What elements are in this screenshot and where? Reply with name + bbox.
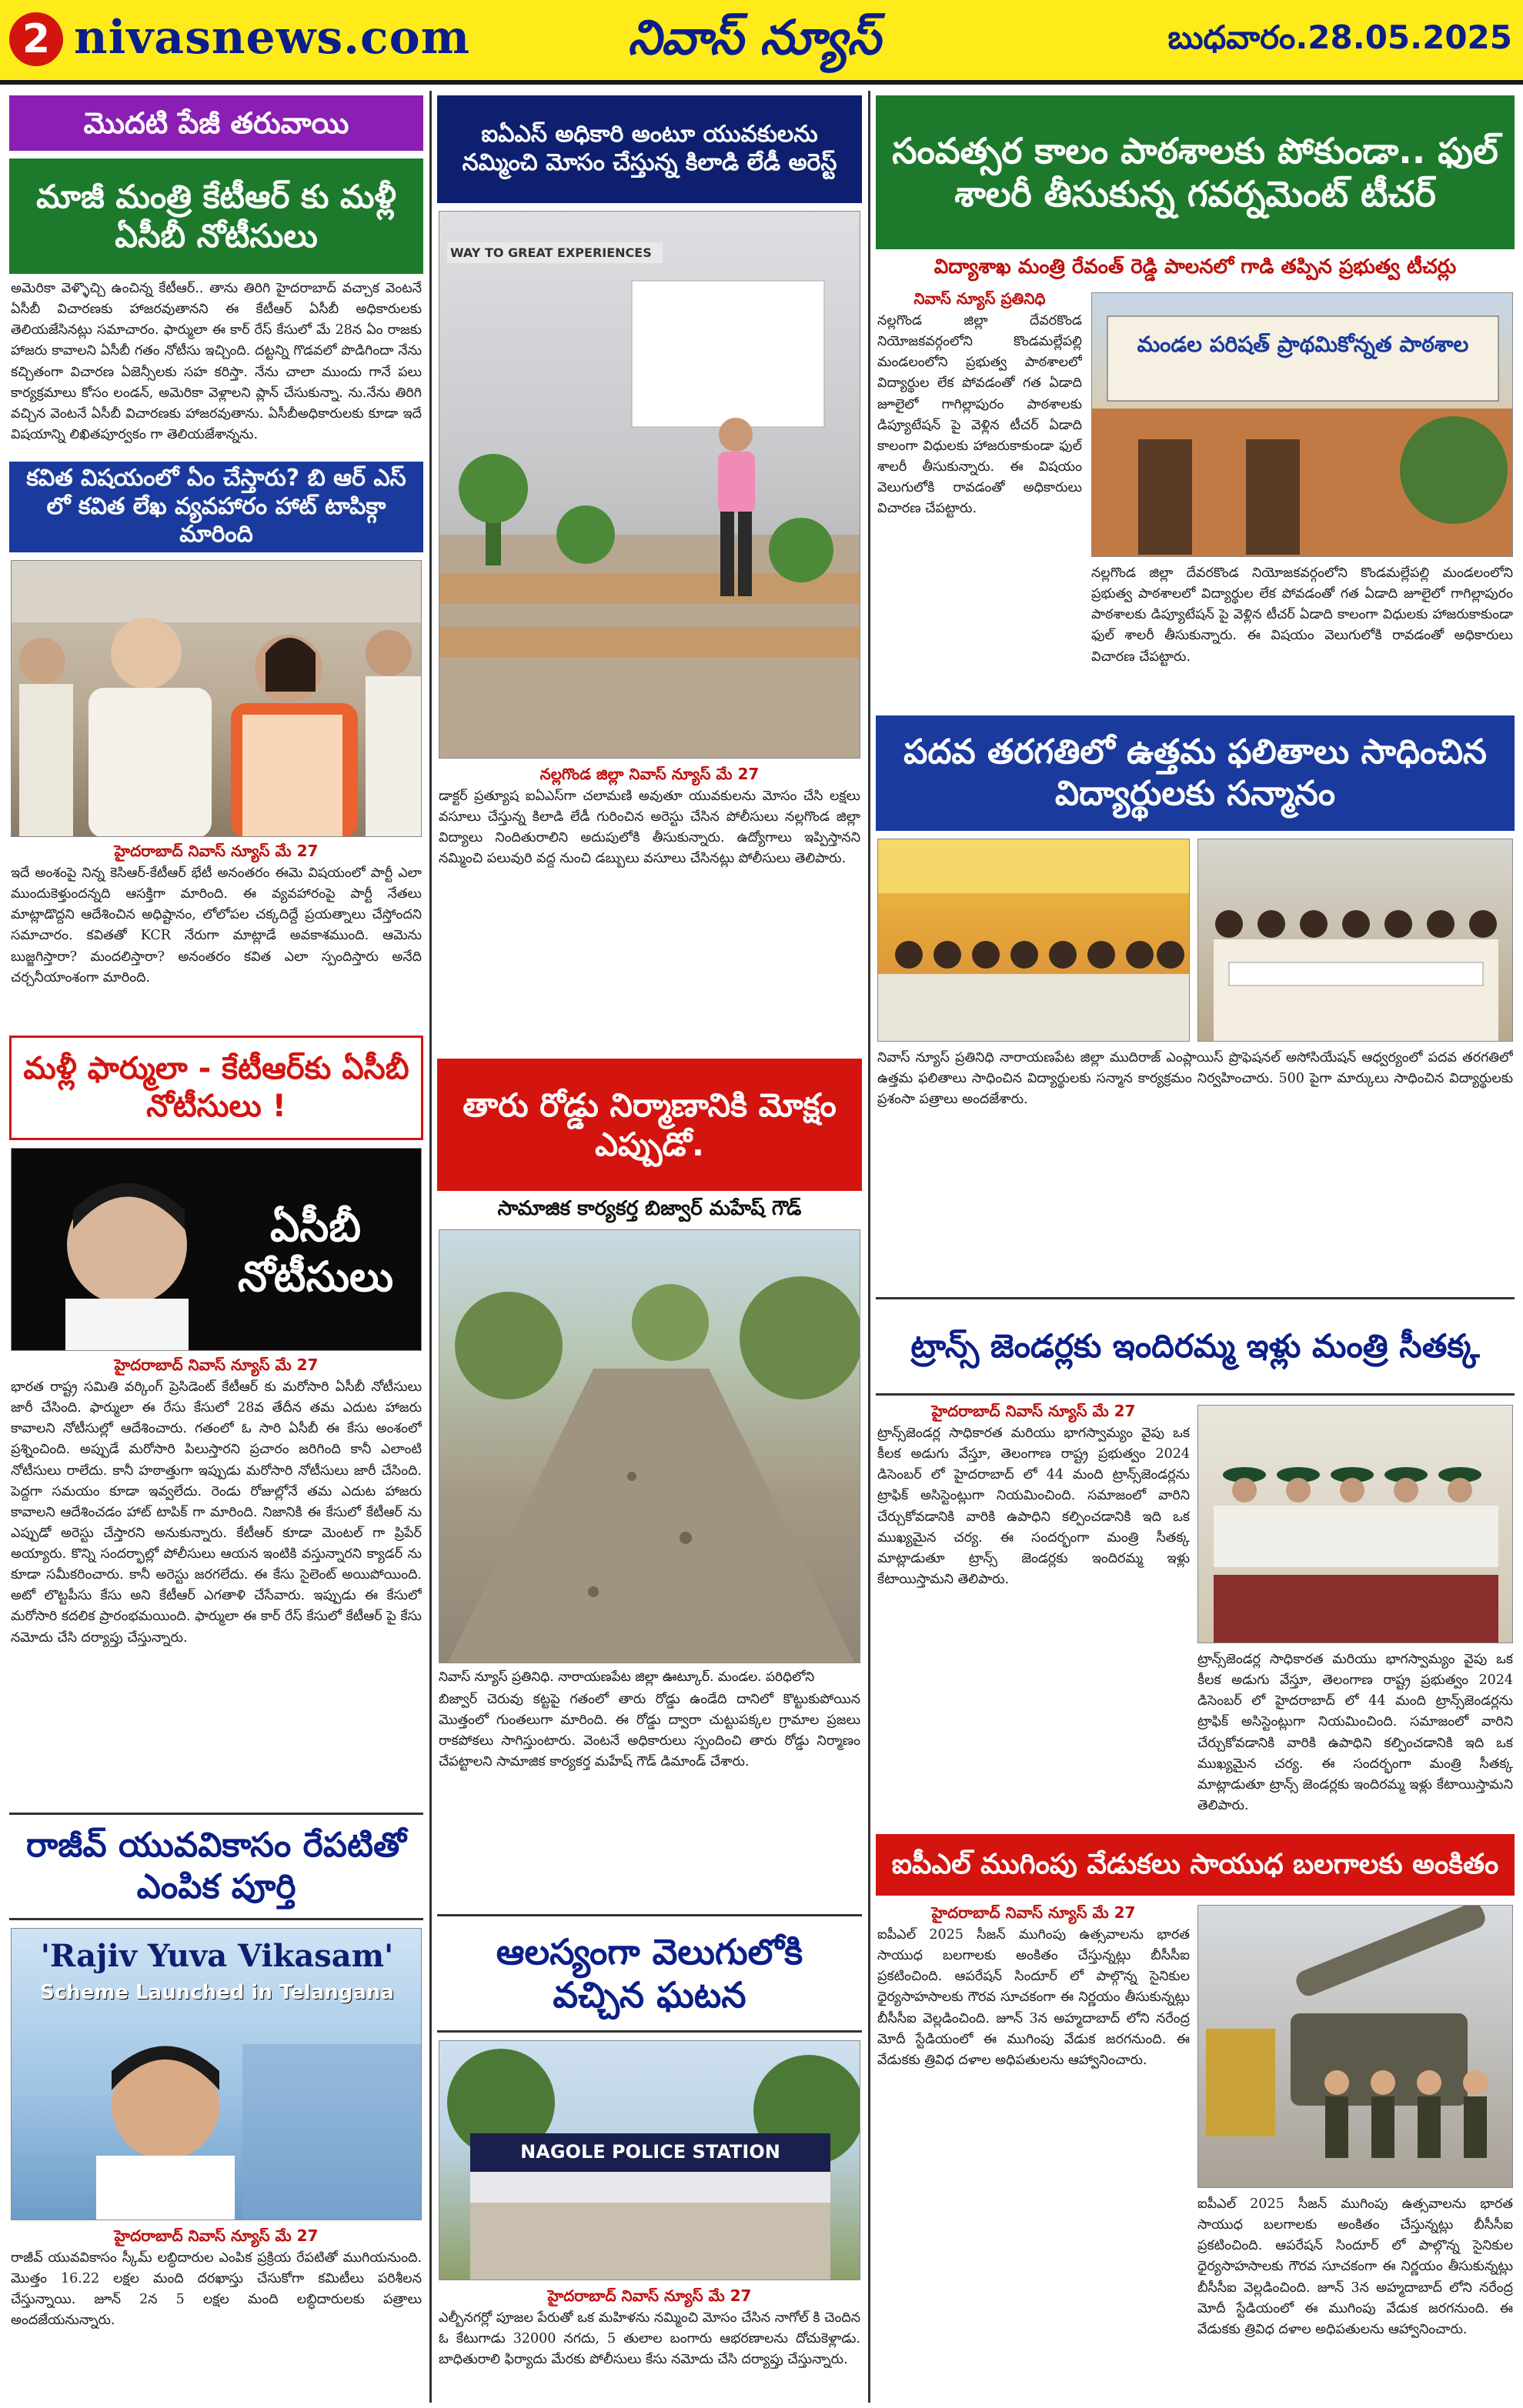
poster-subtitle: Scheme Launched in Telangana [40,1981,394,2004]
headline-rajiv-yuva: రాజీవ్ యువవికాసం రేపటితో ఎంపిక పూర్తి [9,1813,423,1920]
station-sign: NAGOLE POLICE STATION [520,2141,780,2163]
story-body: నల్లగొండ జిల్లా దేవరకొండ నియోజకవర్గంలోని కొండమల్లేపల్లి మండలంలోని ప్రభుత్వ పాఠశాలలో విద్యార్థుల లేక పోవడంతో గత ఏడాది జూలైలో గాగిల్లాపురం పాఠశాలకు డిప్యూటేషన్ పై వెళ్లిన టీచర్ ఏడాది కాలంగా విధులకు హాజరుకాకుండా ఫుల్ శాలరీ తీసుకున్నారు. ఈ విషయం వెలుగులోకి రావడంతో అధికారులు విచారణ చేపట్టారు. [877,313,1082,517]
photo-illustration [878,839,1190,1042]
story-body: బిజ్వార్ చెరువు కట్టపై గతంలో తారు రోడ్డు ఉండేది దానిలో కొట్టుకుపోయిన మొత్తంలో గుంతలుగా మారింది. ఈ రోడ్డు ద్వారా చుట్టుపక్కల గ్రామాల ప్రజలు రాకపోకలు సాగిస్తుంటారు. వెంటనే అధికారులు స్పందించి తారు రోడ్డు నిర్మాణం చేపట్టాలని సామాజిక కార్యకర్త మహేష్ గౌడ్ డిమాండ్ చేశారు. [439,1692,860,1770]
dateline: హైదరాబాద్ నివాస్ న్యూస్ మే 27 [931,1903,1136,1922]
story-body: ఐపీఎల్ 2025 సీజన్ ముగింపు ఉత్సవాలను భారత సాయుధ బలగాలకు అంకితం చేస్తున్నట్లు బీసీసీఐ ప్రకటించింది. ఆపరేషన్ సిందూర్ లో పాల్గొన్న సైనికుల ధైర్యసాహసాలకు గౌరవ సూచకంగా ఈ నిర్ణయం తీసుకున్నట్లు బీసీసీఐ వెల్లడించింది. జూన్ 3న అహ్మదాబాద్ లోని నరేంద్ర మోదీ స్టేడియంలో ఈ ముగింపు వేడుక జరగనుంది. ఈ వేడుకకు త్రివిధ దళాల అధిపతులను ఆహ్వానించారు. [877,1927,1190,2068]
school-sign: మండల పరిషత్ ప్రాథమికోన్నత పాఠశాల [1137,332,1469,357]
site-url[interactable]: nivasnews.com [74,11,471,65]
photo-illustration [1198,839,1513,1042]
section-label: మొదటి పేజీ తరువాయి [9,95,423,151]
story-body-continued: ట్రాన్స్‌జెండర్ల సాధికారత మరియు భాగస్వామ్యం వైపు ఒక కీలక అడుగు వేస్తూ, తెలంగాణ రాష్ట్ర ప్రభుత్వం 2024 డిసెంబర్ లో హైదరాబాద్ లో 44 మంది ట్రాన్స్‌జెండర్లను ట్రాఫిక్ అసిస్టెంట్లుగా నియమించింది. సమాజంలో వారిని చేర్చుకోవడానికి వారికి ఉపాధిని కల్పించడానికి ఇది ఒక ముఖ్యమైన చర్య. ఈ సందర్భంగా మంత్రి సీతక్క మాట్లాడుతూ ట్రాన్స్ జెండర్లకు ఇందిరమ్మ ఇళ్లు కేటాయిస్తామని తెలిపారు. [1197,1652,1513,1813]
dateline: హైదరాబాద్ నివాస్ న్యూస్ మే 27 [547,2286,752,2305]
sub-headline: విద్యాశాఖ మంత్రి రేవంత్ రెడ్డి పాలనలో గాడి తప్పిన ప్రభుత్వ టీచర్లు [934,255,1457,278]
dateline: హైదరాబాద్ నివాస్ న్యూస్ మే 27 [114,1356,319,1374]
photo-school [1091,292,1513,557]
photo-illustration [12,561,422,837]
photo-illustration [439,1230,860,1663]
paper-name: నివాస్ న్యూస్ [627,9,881,65]
photo-illustration [1198,1406,1513,1643]
photo-illustration [439,212,860,759]
photo-caption: ఏసీబీ నోటీసులు [237,1202,394,1301]
poster-title: 'Rajiv Yuva Vikasam' [40,1938,394,1974]
photo-damaged-road [439,1229,860,1663]
headline-tar-road: తారు రోడ్డు నిర్మాణానికి మోక్షం ఎప్పుడో. [437,1059,862,1191]
story-body: ఇదే అంశంపై నిన్న కెసిఆర్-కేటీఆర్ భేటీ అనంతరం ఈమె విషయంలో పార్టీ ఎలా ముందుకెళ్తుందన్నది ఆసక్తిగా మారింది. ఈ వ్యవహారంపై పార్టీ నేతలు మాట్లాడొద్దని ఆదేశించిన అధిష్టానం, లోలోపల చక్కదిద్దే ప్రయత్నాలు చేస్తోందని సమాచారం. కవితతో KCR నేరుగా మాట్లాడే అవకాశముంది. ఆమెను బుజ్జగిస్తారా? మందలిస్తారా? అనంతరం కవిత ఎలా స్పందిస్తారు అనేది చర్చనీయాంశంగా మారింది. [11,865,422,986]
dateline: నివాస్ న్యూస్ ప్రతినిధి. నారాయణపేట జిల్లా ఊట్కూర్. మండల. పరిధిలోని [439,1669,815,1685]
story-body-continued: నల్లగొండ జిల్లా దేవరకొండ నియోజకవర్గంలోని కొండమల్లేపల్లి మండలంలోని ప్రభుత్వ పాఠశాలలో విద్యార్థుల లేక పోవడంతో గత ఏడాది జూలైలో గాగిల్లాపురం పాఠశాలకు డిప్యూటేషన్ పై వెళ్లిన టీచర్ ఏడాది కాలంగా విధులకు హాజరుకాకుండా ఫుల్ శాలరీ తీసుకున్నారు. ఈ విషయం వెలుగులోకి రావడంతో అధికారులు విచారణ చేపట్టారు. [1091,565,1513,665]
photo-felicitation-group [1197,839,1513,1042]
photo-kilaadi-lady [439,211,860,759]
dateline: నివాస్ న్యూస్ ప్రతినిధి [913,289,1046,308]
headline-fake-ias: ఐఏఎస్ అధికారి అంటూ యువకులను నమ్మించి మోసం చేస్తున్న కిలాడి లేడీ అరెస్ట్ [437,95,862,203]
issue-date: బుధవారం.28.05.2025 [1167,18,1512,56]
photo-illustration [12,1929,422,2220]
dateline: హైదరాబాద్ నివాస్ న్యూస్ మే 27 [114,842,319,860]
headline-late-incident: ఆలస్యంగా వెలుగులోకి వచ్చిన ఘటన [437,1914,862,2033]
story-body: నివాస్ న్యూస్ ప్రతినిధి నారాయణపేట జిల్లా ముదిరాజ్ ఎంప్లాయిస్ ప్రొఫెషనల్ అసోసియేషన్ ఆధ్వర్యంలో పదవ తరగతిలో ఉత్తమ ఫలితాలు సాధించిన విద్యార్థులకు సన్మాన కార్యక్రమం నిర్వహించారు. 500 పైగా మార్కులు సాధించిన విద్యార్థులకు ప్రశంసా పత్రాలు అందజేశారు. [877,1050,1513,1108]
column-divider [429,91,432,2403]
photo-nagole-police-station [439,2040,860,2280]
photo-transgender-meet [1197,1405,1513,1643]
story-body: ట్రాన్స్‌జెండర్ల సాధికారత మరియు భాగస్వామ్యం వైపు ఒక కీలక అడుగు వేస్తూ, తెలంగాణ రాష్ట్ర ప్రభుత్వం 2024 డిసెంబర్ లో హైదరాబాద్ లో 44 మంది ట్రాన్స్‌జెండర్లను ట్రాఫిక్ అసిస్టెంట్లుగా నియమించింది. సమాజంలో వారిని చేర్చుకోవడానికి వారికి ఉపాధిని కల్పించడానికి ఇది ఒక ముఖ్యమైన చర్య. ఈ సందర్భంగా మంత్రి సీతక్క మాట్లాడుతూ ట్రాన్స్ జెండర్లకు ఇందిరమ్మ ఇళ్లు కేటాయిస్తామని తెలిపారు. [877,1426,1190,1587]
photo-sign: WAY TO GREAT EXPERIENCES [447,242,663,263]
story-body: ఎల్బీనగర్లో పూజల పేరుతో ఒక మహిళను నమ్మించి మోసం చేసిన నాగోల్ కి చెందిన ఓ కేటుగాడు 32000 నగదు, 5 తులాల బంగారు ఆభరణాలను దోచుకెళ్లాడు. బాధితురాలి ఫిర్యాదు మేరకు పోలీసులు కేసు నమోదు చేసి దర్యాప్తు చేస్తున్నారు. [439,2310,860,2368]
story-body-continued: ఐపీఎల్ 2025 సీజన్ ముగింపు ఉత్సవాలను భారత సాయుధ బలగాలకు అంకితం చేస్తున్నట్లు బీసీసీఐ ప్రకటించింది. ఆపరేషన్ సిందూర్ లో పాల్గొన్న సైనికుల ధైర్యసాహసాలకు గౌరవ సూచకంగా ఈ నిర్ణయం తీసుకున్నట్లు బీసీసీఐ వెల్లడించింది. జూన్ 3న అహ్మదాబాద్ లోని నరేంద్ర మోదీ స్టేడియంలో ఈ ముగింపు వేడుక జరగనుంది. ఈ వేడుకకు త్రివిధ దళాల అధిపతులను ఆహ్వానించారు. [1197,2196,1513,2337]
photo-kcr-kavitha [11,560,422,837]
photo-rajiv-yuva-poster [11,1928,422,2220]
headline-ipl-closing: ఐపీఎల్ ముగింపు వేడుకలు సాయుధ బలగాలకు అంకితం [876,1834,1515,1896]
story-body: డాక్టర్ ప్రత్యూష ఐఏఎస్‌గా చలామణి అవుతూ యువకులను మోసం చేసి లక్షలు వసూలు చేస్తున్న కిలాడి లేడీ గురించిన అరెస్టు చేసిన పోలీసులు నల్లగొండ జిల్లా విద్యాలు నిందితురాలిని అదుపులోకి తీసుకున్నారు. ఉద్యోగాలు ఇప్పిస్తానని నమ్మించి పలువురి వద్ద నుంచి డబ్బులు వసూలు చేసినట్లు పోలీసులు తెలిపారు. [439,789,860,867]
headline-transgender-houses: ట్రాన్స్ జెండర్లకు ఇందిరమ్మ ఇళ్లు మంత్రి సీతక్క [876,1297,1515,1396]
story-body: భారత రాష్ట్ర సమితి వర్కింగ్ ప్రెసిడెంట్ కేటీఆర్ కు మరోసారి ఏసీబీ నోటీసులు జారీ చేసింది. ఫార్ములా ఈ రేసు కేసులో 28వ తేదీన తమ ఎదుట హాజరు కావాలని నోటీసుల్లో ఆదేశించారు. గతంలో ఓ సారి ఏసీబీ ఈ కేసు అంశంలో ప్రశ్నించింది. అప్పుడే మరోసారి పిలుస్తారని ప్రచారం జరిగింది కానీ ఎలాంటి నోటీసులు రాలేదు. కానీ హఠాత్తుగా ఇప్పుడు మరోసారి నోటీసులు జారీ చేసింది. పెద్దగా సమయం కూడా ఇవ్వలేదు. రెండు రోజుల్లోనే తమ ఎదుట హాజరు కావాలని ఆదేశించడం హాట్ టాపిక్ గా మారింది. నిజానికి ఈ కేసులో కేటీఆర్ ను ఎప్పుడో అరెస్టు చేస్తారని అనుకున్నారు. కేటీఆర్ కూడా మెంటల్ గా ప్రిపేర్ అయ్యారు. కొన్ని సందర్భాల్లో పోలీసులు ఆయన ఇంటికి వస్తున్నారని క్యాడర్ ను కూడా సమీకరించారు. కానీ అరెస్టు జరగలేదు. ఈ కేసు సైలెంట్ అయిపోయింది. అటో లొట్టపీసు కేసు అని కేటీఆర్ ఎగతాళి చేసేవారు. ఇప్పుడు ఈ కేసులో మరోసారి కదలిక ప్రారంభమయింది. ఫార్ములా ఈ కార్ రేస్ కేసులో కేటీఆర్ పై కేసు నమోదు చేసి దర్యాప్తు చేస్తున్నారు. [11,1379,422,1646]
masthead [0,0,1523,85]
story-body: రాజీవ్ యువవికాసం స్కీమ్ లబ్ధిదారుల ఎంపిక ప్రక్రియ రేపటితో ముగియనుంది. మొత్తం 16.22 లక్షల మంది దరఖాస్తు చేసుకోగా కమిటీలు పరిశీలన చేస్తున్నాయి. జూన్ 2న 5 లక్షల మంది లబ్ధిదారులకు పత్రాలు అందజేయనున్నారు. [11,2250,422,2329]
photo-illustration [1198,1906,1513,2188]
headline-formula-notice: మళ్లీ ఫార్ములా - కేటీఆర్‌కు ఏసీబీ నోటీసులు ! [9,1036,423,1140]
sub-headline: సామాజిక కార్యకర్త బిజ్వార్ మహేష్ గౌడ్ [497,1197,802,1220]
dateline: నల్లగొండ జిల్లా నివాస్ న్యూస్ మే 27 [539,765,760,783]
column-divider [868,91,870,2403]
headline-ktr-acb: మాజీ మంత్రి కేటీఆర్ కు మళ్లీ ఏసీబీ నోటీసులు [9,158,423,274]
headline-kavitha-letter: కవిత విషయంలో ఏం చేస్తారు? బి ఆర్ ఎస్ లో కవిత లేఖ వ్యవహారం హాట్ టాపిక్గా మారింది [9,462,423,552]
headline-absent-teacher: సంవత్సర కాలం పాఠశాలకు పోకుండా.. ఫుల్ శాలరీ తీసుకున్న గవర్నమెంట్ టీచర్ [876,95,1515,249]
headline-tenth-class-felicitation: పదవ తరగతిలో ఉత్తమ ఫలితాలు సాధించిన విద్యార్థులకు సన్మానం [876,715,1515,831]
dateline: హైదరాబాద్ నివాస్ న్యూస్ మే 27 [931,1402,1136,1420]
dateline: హైదరాబాద్ నివాస్ న్యూస్ మే 27 [114,2226,319,2245]
photo-ktr-acb [11,1148,422,1351]
page-number-badge: 2 [9,12,63,66]
photo-ipl-army-tank [1197,1905,1513,2188]
photo-felicitation-stage [877,839,1190,1042]
story-body: అమెరికా వెళ్ళొచ్చి ఉంచిన్న కేటీఆర్.. తాను తిరిగి హైదరాబాద్ వచ్చాక వెంటనే ఏసీబీ విచారణకు హాజరవుతానని ఈ కేటీఆర్ ఏసీబీ అధికారులకు తెలియజేసినట్లు సమాచారం. ఫార్ములా ఈ కార్ రేస్ కేసులో మే 28న ఏం రాజకు హాజరు కావాలని ఏసీబీ గతం నోటీసు ఇచ్చింది. దట్టన్ని గొడవలో పొడిగిందా నేను కచ్చితంగా విచారణ ఏజెన్సీలకు సహ కరిస్తా. నేను చాలా ముందు గానే పలు కార్యక్రమాలు కోసం లండన్, అమెరికా వెళ్లాలని ప్లాన్ చేసుకున్నా. ను.నేను తిరిగి వచ్చిన వెంటనే ఏసీబీ విచారణకు హాజరవుతాను. ఏసీబీఅధికారులకు కూడా ఇదే విషయాన్ని లిఖితపూర్వకం గా తెలియజేశాన్నను. [11,281,422,442]
